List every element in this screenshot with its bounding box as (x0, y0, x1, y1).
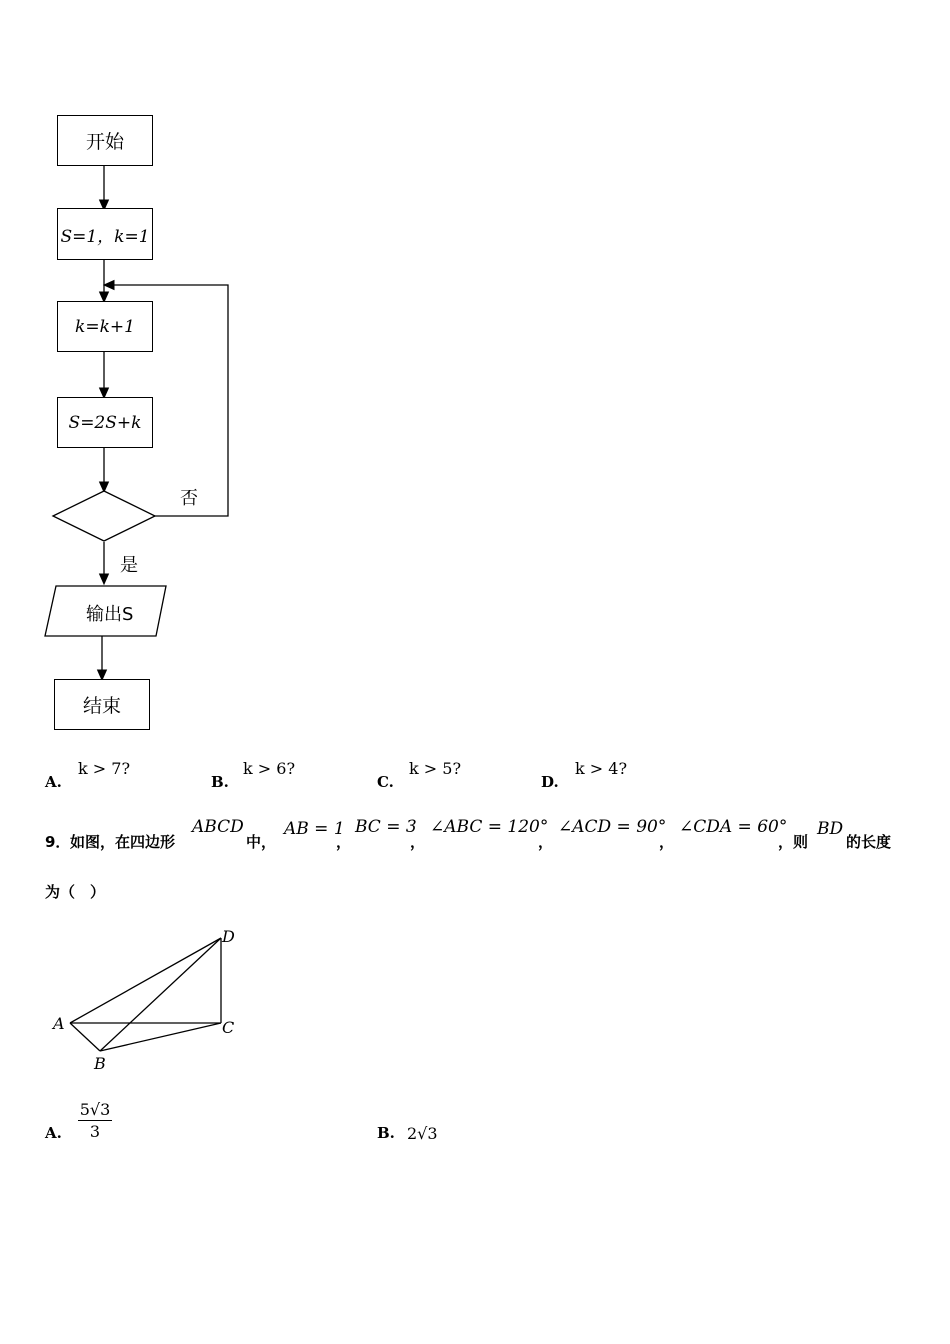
output-label: 输出S (86, 604, 134, 625)
no-label: 否 (180, 488, 198, 509)
q8-option-a-label: A. (45, 773, 62, 791)
flowchart-lines (0, 0, 300, 740)
q9-option-a-numerator: 5√3 (79, 1100, 111, 1119)
end-label: 结束 (82, 695, 121, 717)
yes-label: 是 (120, 555, 138, 576)
q9-then: ，则 (778, 833, 809, 851)
decision-diamond (53, 491, 155, 541)
increment-label: k=k+1 (75, 316, 135, 337)
q9-condition-ab: AB = 1 (284, 819, 345, 839)
q8-option-c: k > 5? (409, 759, 462, 778)
q9-condition-acd: ∠ACD = 90° (558, 817, 667, 837)
end-box (54, 679, 150, 730)
increment-box (57, 301, 153, 352)
q8-option-a: k > 7? (78, 759, 131, 778)
q9-option-a-label: A. (45, 1124, 62, 1142)
q9-condition-cda: ∠CDA = 60° (679, 817, 788, 837)
q9-condition-bc: BC = 3 (355, 817, 417, 837)
q9-figure (40, 920, 260, 1080)
q9-sep-3: ， (538, 833, 554, 851)
vertex-b-label: B (94, 1054, 106, 1073)
q9-option-b: 2√3 (407, 1124, 438, 1143)
q9-option-a-fraction (78, 1100, 112, 1141)
start-box (57, 115, 153, 166)
q9-sep-1: ， (336, 833, 352, 851)
q9-number: 9． (45, 833, 71, 851)
q8-option-d: k > 4? (575, 759, 628, 778)
q9-ask-2: 为（ ） (45, 883, 106, 901)
q8-option-d-label: D. (541, 773, 559, 791)
vertex-a-label: A (53, 1014, 65, 1033)
q9-sep-4: ， (659, 833, 675, 851)
update-label: S=2S+k (68, 412, 142, 433)
init-box (57, 208, 153, 260)
q9-option-a-denominator: 3 (89, 1122, 101, 1141)
q9-ask: 的长度 (846, 833, 892, 851)
start-label: 开始 (85, 131, 124, 153)
q9-in: 中， (246, 833, 277, 851)
init-label: S=1，k=1 (60, 226, 150, 247)
q9-condition-abc: ∠ABC = 120° (430, 817, 549, 837)
q9-shape: ABCD (192, 817, 244, 837)
update-box (57, 397, 153, 448)
vertex-d-label: D (222, 927, 235, 946)
q8-option-c-label: C. (377, 773, 394, 791)
q8-option-b-label: B. (211, 773, 229, 791)
q8-option-b: k > 6? (243, 759, 296, 778)
vertex-c-label: C (222, 1018, 235, 1037)
q9-option-b-label: B. (377, 1124, 395, 1142)
q9-sep-2: ， (410, 833, 426, 851)
q9-intro: 如图，在四边形 (70, 833, 176, 851)
q9-target: BD (817, 819, 844, 839)
